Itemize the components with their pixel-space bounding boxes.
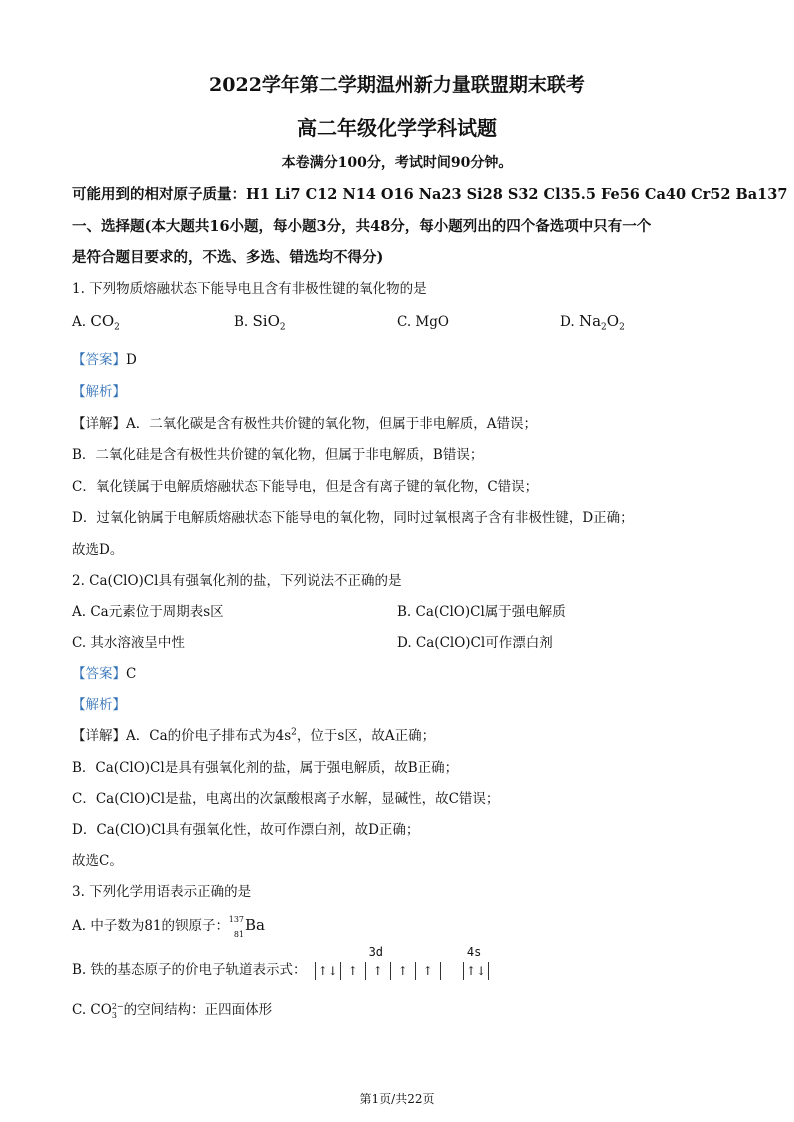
q1-analysis-tag: 【解析】 xyxy=(72,384,126,400)
q1-answer-value: D xyxy=(126,352,137,368)
orbital-3d-boxes xyxy=(315,962,441,980)
q3-a-symbol: Ba xyxy=(245,916,265,934)
q1-detail-1-text: A．二氧化碳是含有极性共价键的氧化物，但属于非电解质，A错误； xyxy=(126,416,537,432)
q2-answer-tag: 【答案】 xyxy=(72,666,126,682)
q1-a-formula: CO xyxy=(90,312,115,330)
q3-c-post: 的空间结构：正四面体形 xyxy=(123,1002,273,1018)
q2-detail-tag: 【详解】 xyxy=(72,728,126,744)
q1-detail-2: B．二氧化硅是含有极性共价键的氧化物，但属于非电解质，B错误； xyxy=(72,447,484,463)
exam-info: 本卷满分100分，考试时间90分钟。 xyxy=(281,155,513,171)
q1-option-a xyxy=(72,312,120,333)
q1-b-sub: 2 xyxy=(279,322,286,333)
q1-d-sub-1: 2 xyxy=(601,322,607,333)
q3-stem: 3. 下列化学用语表示正确的是 xyxy=(72,884,252,900)
q3-a-text: A. 中子数为81的钡原子： xyxy=(72,918,230,934)
q1-answer-tag: 【答案】 xyxy=(72,352,126,368)
exam-title: 2022学年第二学期温州新力量联盟期末联考 xyxy=(209,74,585,96)
q1-stem: 1. 下列物质熔融状态下能导电且含有非极性键的氧化物的是 xyxy=(72,281,427,297)
q3-option-a xyxy=(72,914,265,937)
q2-option-c: C. 其水溶液呈中性 xyxy=(72,635,185,651)
q2-detail-1-sup: 2 xyxy=(291,727,297,738)
q1-option-c: C. MgO xyxy=(397,314,449,330)
q1-b-label: B. xyxy=(234,314,249,330)
section-instructions-1: 一、选择题(本大题共16小题，每小题3分，共48分，每小题列出的四个备选项中只有一个 xyxy=(72,218,652,235)
q3-a-isotope xyxy=(228,914,245,939)
q1-detail-3: C．氧化镁属于电解质熔融状态下能导电，但是含有离子键的氧化物，C错误； xyxy=(72,479,539,495)
orbital-3d-box-3: ↑ xyxy=(365,962,390,980)
q2-detail-1-post: ，位于s区，故A正确； xyxy=(296,728,436,744)
q2-option-a: A. Ca元素位于周期表s区 xyxy=(72,604,224,620)
q2-detail-4: D．Ca(ClO)Cl具有强氧化性，故可作漂白剂，故D正确； xyxy=(72,822,420,838)
orbital-4s-label: 4s xyxy=(466,944,482,959)
q1-d-formula-2: O xyxy=(606,312,620,330)
q3-a-mass: 137 xyxy=(228,914,245,924)
q2-option-d: D. Ca(ClO)Cl可作漂白剂 xyxy=(397,635,553,651)
q1-d-sub-2: 2 xyxy=(619,322,625,333)
q3-b-text: B. 铁的基态原子的价电子轨道表示式： xyxy=(72,962,307,978)
orbital-3d-box-1: ↑↓ xyxy=(315,962,340,980)
q2-stem: 2. Ca(ClO)Cl具有强氧化剂的盐，下列说法不正确的是 xyxy=(72,573,402,589)
q2-detail-3: C．Ca(ClO)Cl是盐，电离出的次氯酸根离子水解，显碱性，故C错误； xyxy=(72,791,500,807)
q3-c-sub: 3 xyxy=(111,1010,117,1020)
q1-answer xyxy=(72,348,137,368)
q1-a-label: A. xyxy=(72,314,87,330)
q2-analysis-tag: 【解析】 xyxy=(72,697,126,713)
q3-option-b xyxy=(72,944,489,980)
q2-detail-1 xyxy=(72,724,435,744)
orbital-3d-box-2: ↑ xyxy=(340,962,365,980)
orbital-3d-box-5: ↑ xyxy=(415,962,441,980)
orbital-4s xyxy=(459,944,489,980)
q1-a-sub: 2 xyxy=(114,322,120,333)
orbital-3d-box-4: ↑ xyxy=(390,962,415,980)
page-footer: 第1页/共22页 xyxy=(359,1092,435,1106)
exam-subtitle: 高二年级化学学科试题 xyxy=(297,116,497,140)
q1-d-label: D. xyxy=(560,314,575,330)
q1-conclusion: 故选D。 xyxy=(72,542,124,558)
q1-option-d xyxy=(560,312,625,333)
q1-option-b xyxy=(234,312,286,333)
q2-conclusion: 故选C。 xyxy=(72,853,123,869)
section-instructions-2: 是符合题目要求的，不选、多选、错选均不得分) xyxy=(72,249,384,266)
q3-c-pre: C. CO xyxy=(72,1002,112,1018)
orbital-4s-box-1: ↑↓ xyxy=(463,962,489,980)
q3-c-sup: 2− xyxy=(111,1001,124,1011)
orbital-3d-label: 3d xyxy=(368,944,384,959)
q2-answer xyxy=(72,662,136,682)
q1-detail-tag: 【详解】 xyxy=(72,416,126,432)
orbital-3d xyxy=(311,944,441,980)
q1-d-formula-1: Na xyxy=(578,312,602,330)
q1-b-formula: SiO xyxy=(252,312,280,330)
q1-detail-1 xyxy=(72,412,537,432)
q3-a-z: 81 xyxy=(233,929,245,939)
q2-detail-2: B．Ca(ClO)Cl是具有强氧化剂的盐，属于强电解质，故B正确； xyxy=(72,760,459,776)
q2-answer-value: C xyxy=(126,666,137,682)
q2-option-b: B. Ca(ClO)Cl属于强电解质 xyxy=(397,604,566,620)
q3-option-c xyxy=(72,998,272,1020)
orbital-4s-boxes xyxy=(463,962,489,980)
q1-detail-4: D．过氧化钠属于电解质熔融状态下能导电的氧化物，同时过氧根离子含有非极性键，D正确； xyxy=(72,510,634,526)
q2-detail-1-pre: A．Ca的价电子排布式为4s xyxy=(126,728,292,744)
atomic-masses: 可能用到的相对原子质量：H1 Li7 C12 N14 O16 Na23 Si28 S32 Cl35.5 Fe56 Ca40 Cr52 Ba137 xyxy=(72,186,788,203)
